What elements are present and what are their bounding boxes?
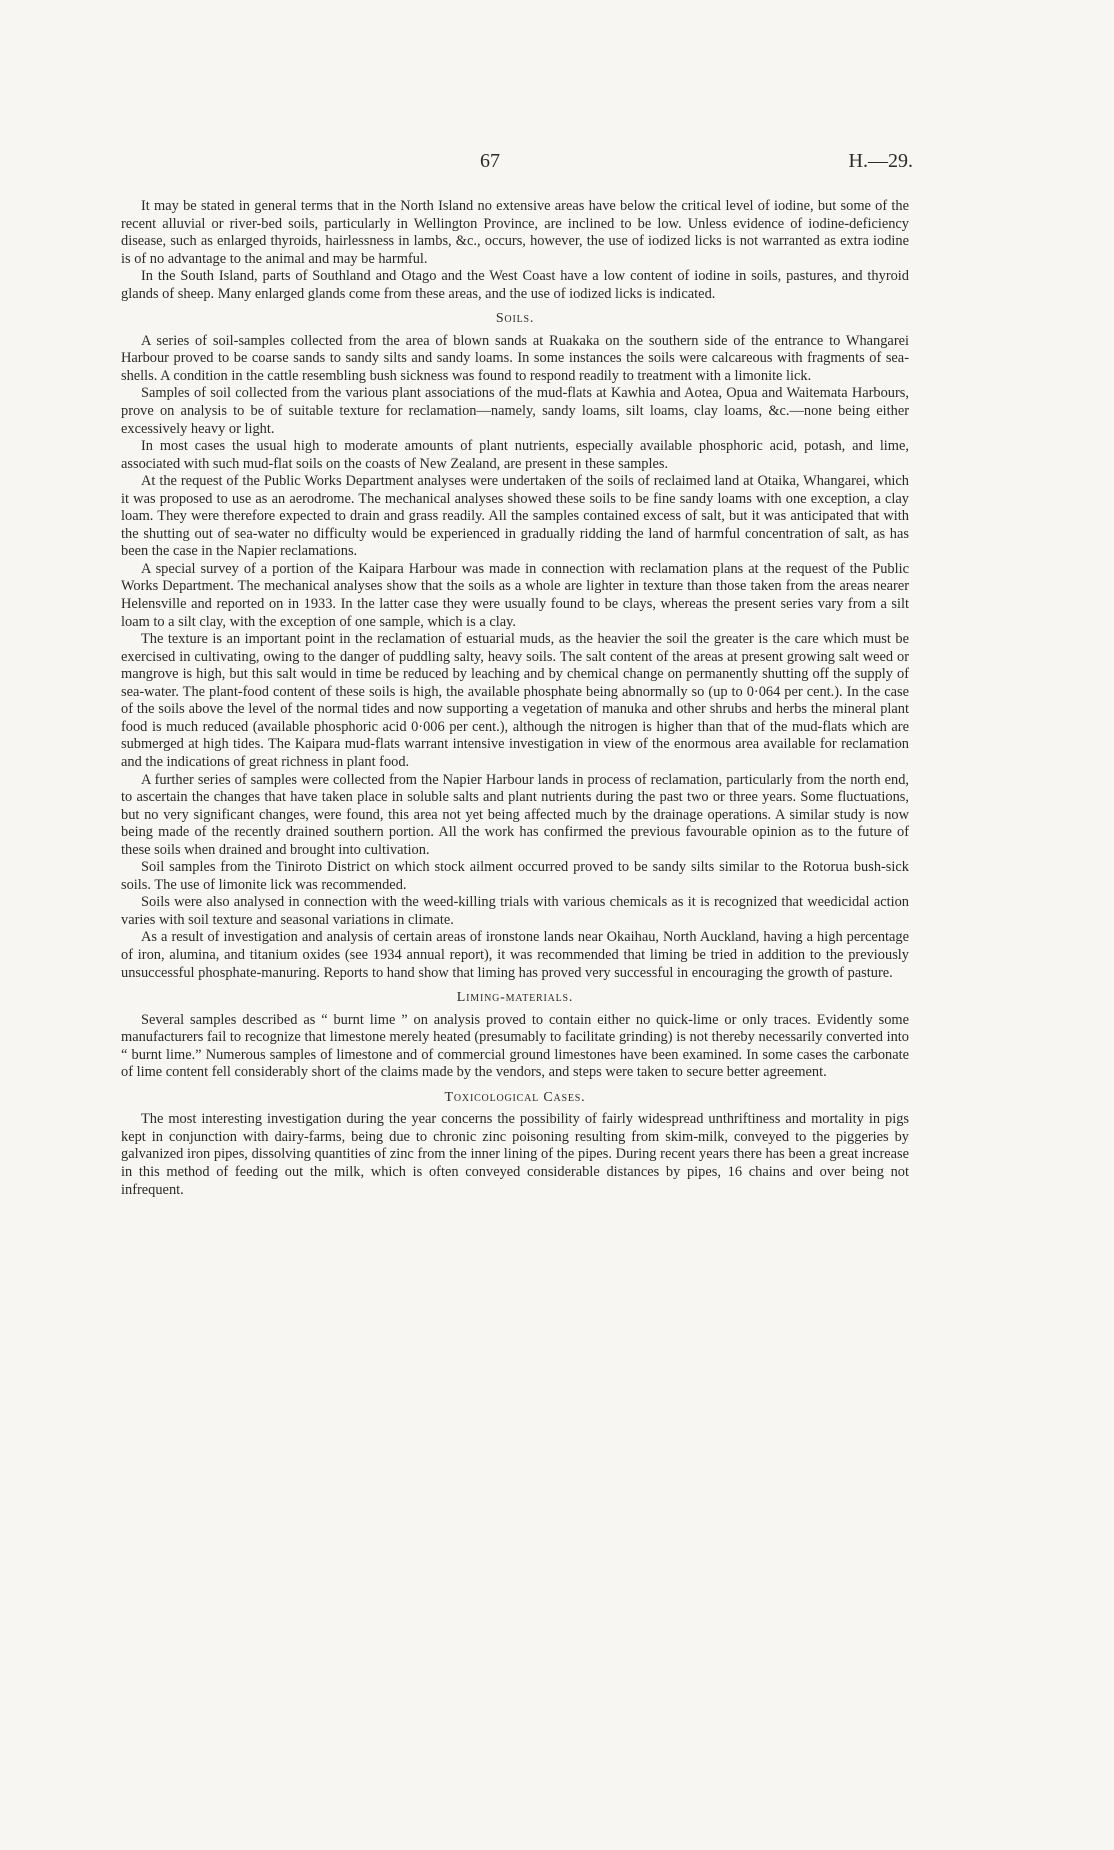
soils-heading: Soils. bbox=[495, 311, 535, 327]
liming-paragraph-1: Several samples described as “ burnt lime ” on analysis proved to contain either no quick-lime or only traces. Evidently some manufacturers fail to recognize that limestone merely heated (presumably to facilitate grinding) is not thereby necessarily converted into “ burnt lime.” Numerous samples of limestone and of commercial ground limestones have been examined. In some cases the carbonate of lime content fell considerably short of the claims made by the vendors, and steps were taken to secure better agreement. bbox=[121, 1011, 909, 1081]
soils-paragraph-9: Soils were also analysed in connection with the weed-killing trials with various chemicals as it is recognized that weedicidal action varies with soil texture and seasonal variations in climate. bbox=[121, 894, 909, 928]
soils-paragraph-3: In most cases the usual high to moderate amounts of plant nutrients, especially available phosphoric acid, potash, and lime, associated with such mud-flat soils on the coasts of New Zealand, are present in these samples. bbox=[121, 438, 909, 472]
page-header bbox=[0, 150, 1114, 178]
soils-paragraph-7: A further series of samples were collected from the Napier Harbour lands in process of reclamation, particularly from the north end, to ascertain the changes that have taken place in soluble salts and plant nutrients during the past two or three years. Some fluctuations, but no very significant changes, were found, this area not yet being affected much by the drainage operations. A similar study is now being made of the recently drained southern portion. All the work has confirmed the previous favourable opinion as to the future of these soils when drained and brought into cultivation. bbox=[121, 771, 909, 858]
soils-paragraph-6: The texture is an important point in the reclamation of estuarial muds, as the heavier the soil the greater is the care which must be exercised in cultivating, owing to the danger of puddling salty, heavy soils. The salt content of the areas at present growing salt weed or mangrove is high, but this salt would in time be reduced by leaching and by chemical change on permanently shutting off the supply of sea-water. The plant-food content of these soils is high, the available phosphate being abnormally so (up to 0·064 per cent.). In the case of the soils above the level of the normal tides and now supporting a vegetation of manuka and other shrubs and herbs the mineral plant food is much reduced (available phosphoric acid 0·006 per cent.), although the nitrogen is higher than that of the mud-flats which are submerged at high tides. The Kaipara mud-flats warrant intensive investigation in view of the enormous area available for reclamation and the indications of great richness in plant food. bbox=[121, 631, 909, 770]
body-text bbox=[121, 198, 909, 1199]
soils-paragraph-5: A special survey of a portion of the Kaipara Harbour was made in connection with reclamation plans at the request of the Public Works Department. The mechanical analyses show that the soils as a whole are lighter in texture than those taken from the areas nearer Helensville and reported on in 1933. In the latter case they were usually found to be clays, whereas the present series vary from a silt loam to a silt clay, with the exception of one sample, which is a clay. bbox=[121, 560, 909, 630]
toxicological-cases-heading: Toxicological Cases. bbox=[444, 1089, 586, 1105]
soils-paragraph-4: At the request of the Public Works Department analyses were undertaken of the soils of reclaimed land at Otaika, Whangarei, which it was proposed to use as an aerodrome. The mechanical analyses showed these soils to be fine sandy loams with one exception, a clay loam. They were therefore expected to drain and grass readily. All the samples contained excess of salt, but it was anticipated that with the shutting out of sea-water no difficulty would be experienced in gradually ridding the land of harmful concentration of salt, as has been the case in the Napier reclamations. bbox=[121, 473, 909, 560]
soils-paragraph-1: A series of soil-samples collected from the area of blown sands at Ruakaka on the southern side of the entrance to Whangarei Harbour proved to be coarse sands to sandy silts and sandy loams. In some instances the soils were calcareous with fragments of sea-shells. A condition in the cattle resembling bush sickness was found to respond readily to treatment with a limonite lick. bbox=[121, 332, 909, 384]
soils-paragraph-2: Samples of soil collected from the various plant associations of the mud-flats at Kawhia and Aotea, Opua and Waitemata Harbours, prove on analysis to be of suitable texture for reclamation—namely, sandy loams, silt loams, clay loams, &c.—none being either excessively heavy or light. bbox=[121, 385, 909, 437]
liming-materials-heading: Liming-materials. bbox=[456, 990, 574, 1006]
soils-paragraph-8: Soil samples from the Tiniroto District on which stock ailment occurred proved to be sandy silts similar to the Rotorua bush-sick soils. The use of limonite lick was recommended. bbox=[121, 859, 909, 893]
iodine-paragraph-1: It may be stated in general terms that in the North Island no extensive areas have below the critical level of iodine, but some of the recent alluvial or river-bed soils, particularly in Wellington Province, are inclined to be low. Unless evidence of iodine-deficiency disease, such as enlarged thyroids, hairlessness in lambs, &c., occurs, however, the use of iodized licks is not warranted as extra iodine is of no advantage to the animal and may be harmful. bbox=[121, 198, 909, 267]
document-reference: H.—29. bbox=[848, 150, 913, 172]
page-number: 67 bbox=[480, 150, 500, 172]
soils-paragraph-10: As a result of investigation and analysis of certain areas of ironstone lands near Okaihau, North Auckland, having a high percentage of iron, alumina, and titanium oxides (see 1934 annual report), it was recommended that liming be tried in addition to the previously unsuccessful phosphate-manuring. Reports to hand show that liming has proved very successful in encouraging the growth of pasture. bbox=[121, 929, 909, 981]
iodine-paragraph-2: In the South Island, parts of Southland and Otago and the West Coast have a low content of iodine in soils, pastures, and thyroid glands of sheep. Many enlarged glands come from these areas, and the use of iodized licks is indicated. bbox=[121, 268, 909, 302]
toxicological-paragraph-1: The most interesting investigation during the year concerns the possibility of fairly widespread unthriftiness and mortality in pigs kept in conjunction with dairy-farms, being due to chronic zinc poisoning resulting from skim-milk, conveyed to the piggeries by galvanized iron pipes, dissolving quantities of zinc from the inner lining of the pipes. During recent years there has been a great increase in this method of feeding out the milk, which is often conveyed considerable distances by pipes, 16 chains and over being not infrequent. bbox=[121, 1111, 909, 1198]
